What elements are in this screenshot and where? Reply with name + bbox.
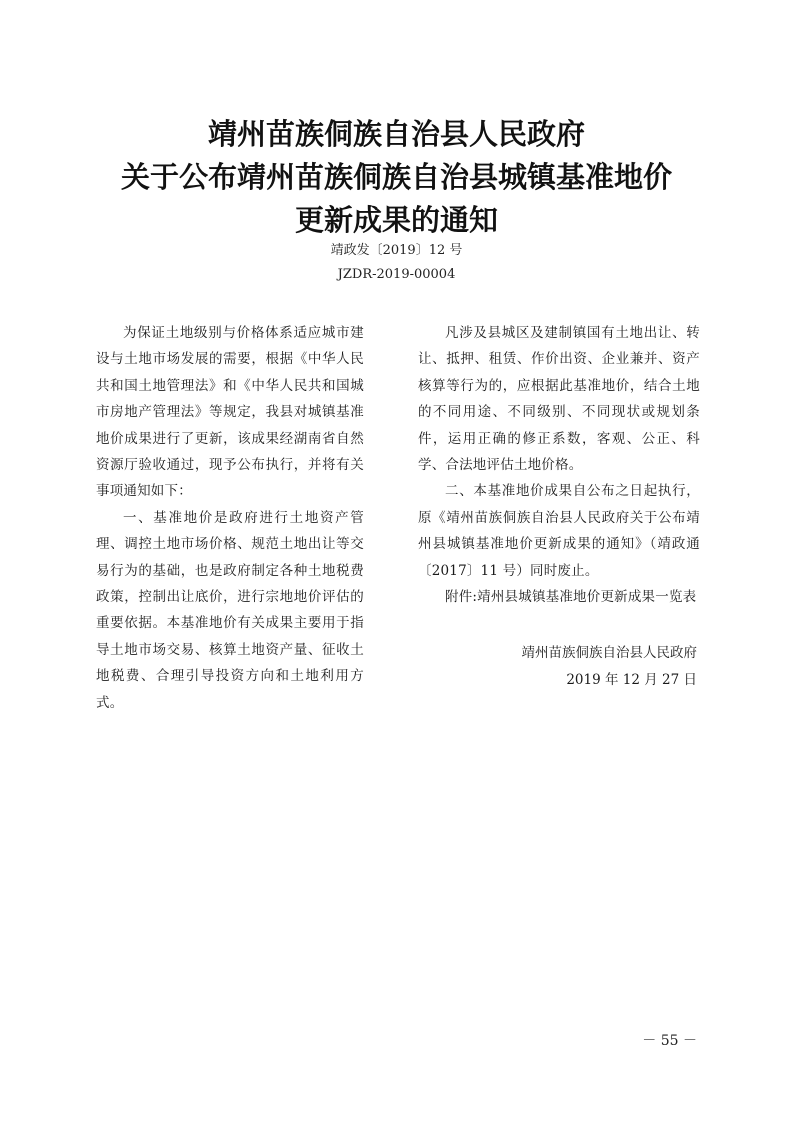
document-title-line-2: 关于公布靖州苗族侗族自治县城镇基准地价 (120, 160, 672, 194)
right-column (418, 320, 700, 610)
paragraph-item-1: 一、基准地价是政府进行土地资产管理、调控土地市场价格、规范土地出让等交易行为的基础，也是政府制定各种土地税费政策，控制出让底价，进行宗地地价评估的重要依据。本基准地价有关成果主要用于指导土地市场交易、核算土地资产量、征收土地税费、合理引导投资方向和土地利用方式。 (96, 509, 364, 711)
signature-date: 2019 年 12 月 27 日 (566, 672, 697, 688)
document-title-line-3: 更新成果的通知 (294, 203, 498, 237)
document-number: 靖政发〔2019〕12 号 (330, 243, 463, 258)
attachment-line: 附件:靖州县城镇基准地价更新成果一览表 (445, 589, 697, 606)
signature-organization: 靖州苗族侗族自治县人民政府 (521, 645, 697, 661)
page-number: － 55 － (642, 1033, 697, 1049)
paragraph-item-2: 二、本基准地价成果自公布之日起执行，原《靖州苗族侗族自治县人民政府关于公布靖州县城镇基准地价更新成果的通知》（靖政通〔2017〕11 号）同时废止。 (418, 483, 700, 579)
paragraph-item-1-continued: 凡涉及县城区及建制镇国有土地出让、转让、抵押、租赁、作价出资、企业兼并、资产核算等行为的，应根据此基准地价，结合土地的不同用途、不同级别、不同现状或规划条件，运用正确的修正系数，客观、公正、科学、合法地评估土地价格。 (418, 325, 700, 474)
left-column (96, 320, 364, 716)
document-title-line-1: 靖州苗族侗族自治县人民政府 (207, 117, 585, 151)
registration-number: JZDR-2019-00004 (337, 267, 456, 282)
paragraph-intro: 为保证土地级别与价格体系适应城市建设与土地市场发展的需要，根据《中华人民共和国土地管理法》和《中华人民共和国城市房地产管理法》等规定，我县对城镇基准地价成果进行了更新，该成果经湖南省自然资源厅验收通过，现予公布执行，并将有关事项通知如下： (96, 325, 364, 500)
